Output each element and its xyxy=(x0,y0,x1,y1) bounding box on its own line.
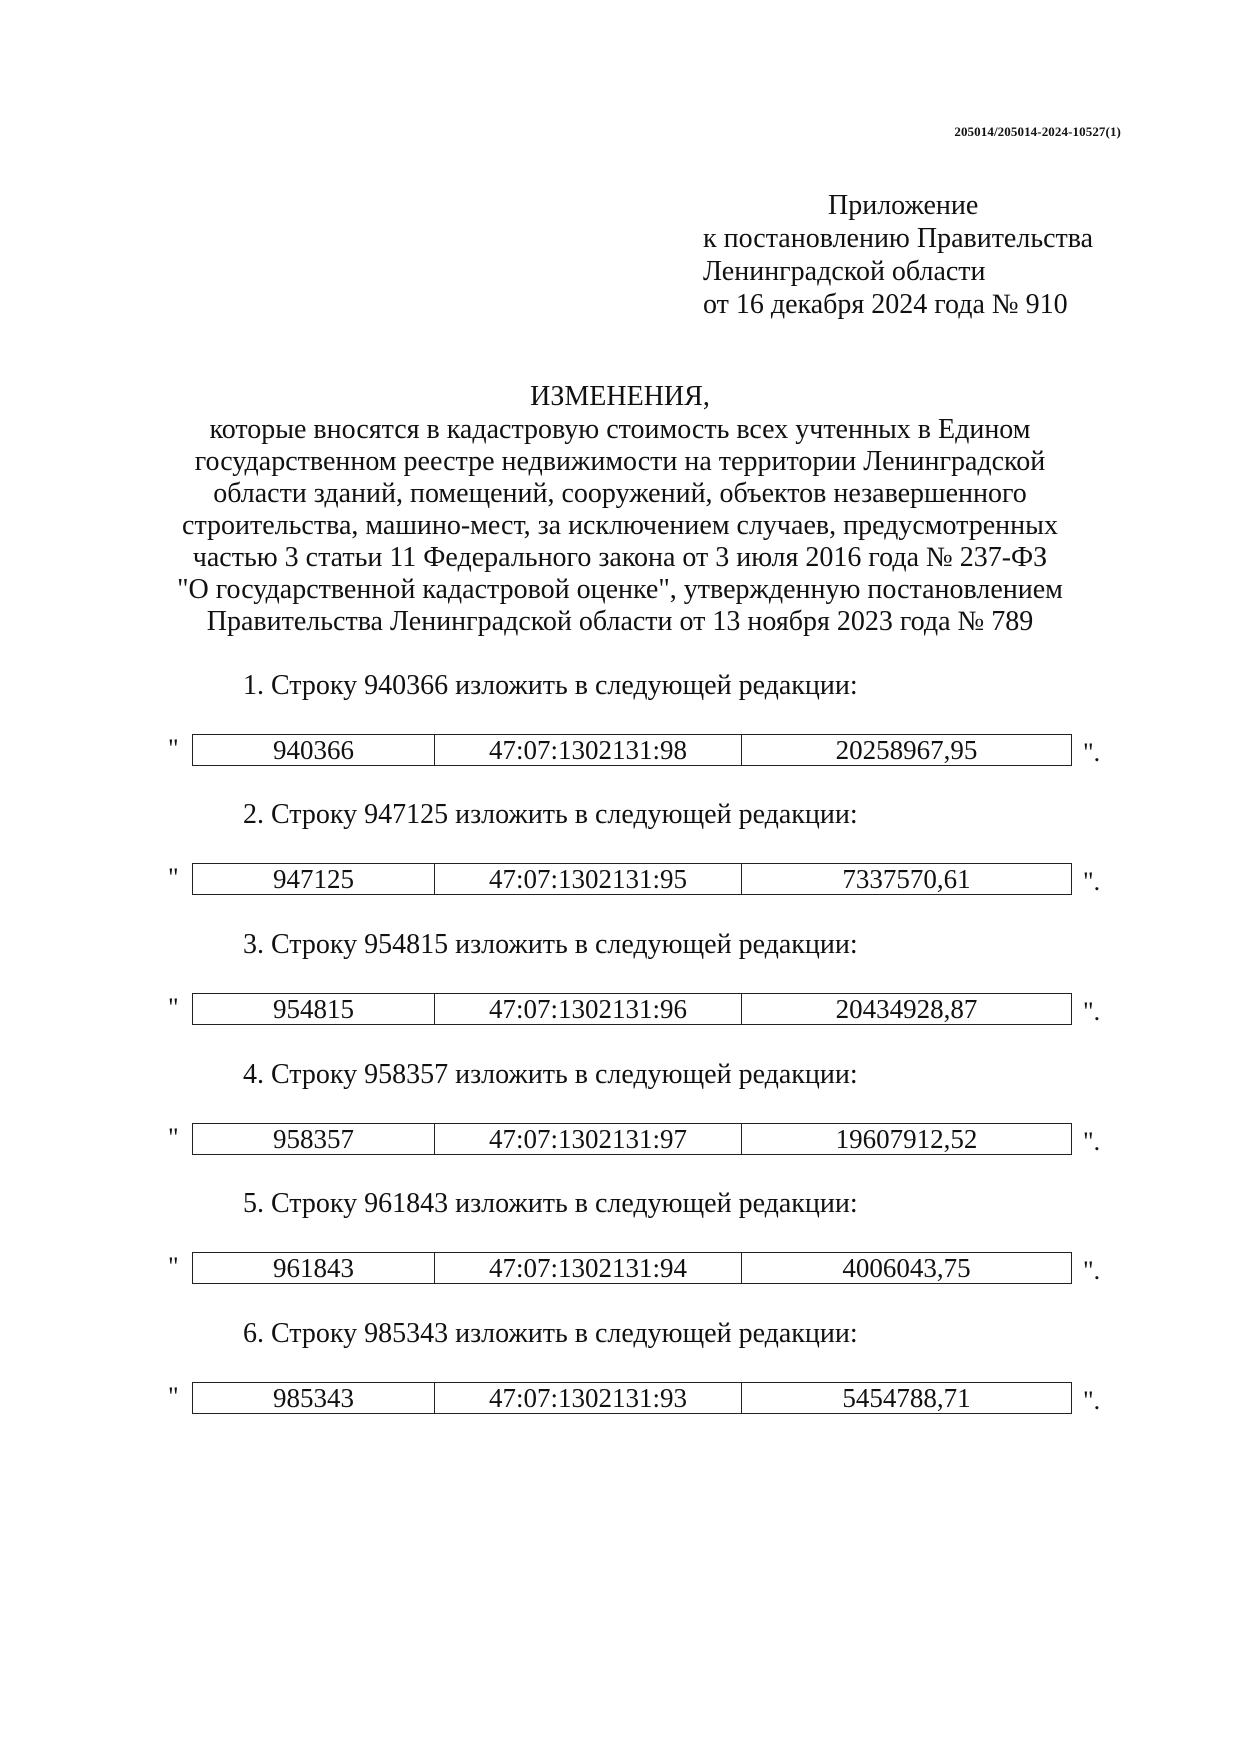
table-row xyxy=(193,1253,1072,1284)
title-line: строительства, машино-мест, за исключением случаев, предусмотренных xyxy=(182,510,1058,541)
cadastral-value-cell: 4006043,75 xyxy=(742,1253,1072,1284)
cadastral-number-cell: 47:07:1302131:96 xyxy=(435,994,742,1025)
opening-quote: " xyxy=(168,863,179,892)
opening-quote: " xyxy=(168,734,179,763)
row-number-cell: 985343 xyxy=(193,1383,435,1414)
table-row xyxy=(193,864,1072,895)
title-line: государственном реестре недвижимости на территории Ленинградской xyxy=(194,446,1046,477)
closing-quote: ". xyxy=(1083,738,1101,767)
cadastral-value-cell: 7337570,61 xyxy=(742,864,1072,895)
cadastral-value-cell: 19607912,52 xyxy=(742,1124,1072,1155)
row-number-cell: 961843 xyxy=(193,1253,435,1284)
table-row xyxy=(193,1124,1072,1155)
amendment-instruction: 6. Строку 985343 изложить в следующей редакции: xyxy=(243,1318,858,1349)
document-id: 205014/205014-2024-10527(1) xyxy=(954,124,1121,139)
closing-quote: ". xyxy=(1083,1256,1101,1285)
appendix-line: Приложение xyxy=(828,190,979,221)
amendment-row-table xyxy=(192,993,1072,1025)
opening-quote: " xyxy=(168,1252,179,1281)
table-row xyxy=(193,1383,1072,1414)
cadastral-number-cell: 47:07:1302131:95 xyxy=(435,864,742,895)
title-line: Правительства Ленинградской области от 13 ноября 2023 года № 789 xyxy=(206,606,1034,637)
cadastral-number-cell: 47:07:1302131:93 xyxy=(435,1383,742,1414)
table-row xyxy=(193,735,1072,766)
amendment-instruction: 1. Строку 940366 изложить в следующей редакции: xyxy=(243,670,858,701)
amendment-instruction: 2. Строку 947125 изложить в следующей редакции: xyxy=(243,799,858,830)
title-heading: ИЗМЕНЕНИЯ, xyxy=(530,381,710,412)
amendment-instruction: 3. Строку 954815 изложить в следующей редакции: xyxy=(243,929,858,960)
opening-quote: " xyxy=(168,993,179,1022)
title-line: "О государственной кадастровой оценке", утвержденную постановлением xyxy=(177,574,1063,605)
row-number-cell: 940366 xyxy=(193,735,435,766)
closing-quote: ". xyxy=(1083,867,1101,896)
row-number-cell: 947125 xyxy=(193,864,435,895)
cadastral-value-cell: 20258967,95 xyxy=(742,735,1072,766)
amendment-row-table xyxy=(192,1252,1072,1284)
document-title xyxy=(120,381,1120,638)
appendix-reference xyxy=(703,189,1093,321)
opening-quote: " xyxy=(168,1382,179,1411)
appendix-line: от 16 декабря 2024 года № 910 xyxy=(703,289,1068,320)
appendix-line: Ленинградской области xyxy=(703,256,986,287)
cadastral-number-cell: 47:07:1302131:94 xyxy=(435,1253,742,1284)
closing-quote: ". xyxy=(1083,1386,1101,1415)
amendment-row-table xyxy=(192,863,1072,895)
amendment-row-table xyxy=(192,734,1072,766)
row-number-cell: 954815 xyxy=(193,994,435,1025)
cadastral-value-cell: 20434928,87 xyxy=(742,994,1072,1025)
row-number-cell: 958357 xyxy=(193,1124,435,1155)
table-row xyxy=(193,994,1072,1025)
appendix-line: к постановлению Правительства xyxy=(703,223,1094,254)
cadastral-number-cell: 47:07:1302131:98 xyxy=(435,735,742,766)
opening-quote: " xyxy=(168,1123,179,1152)
title-line: области зданий, помещений, сооружений, объектов незавершенного xyxy=(213,478,1027,509)
amendment-instruction: 4. Строку 958357 изложить в следующей редакции: xyxy=(243,1059,858,1090)
closing-quote: ". xyxy=(1083,1127,1101,1156)
title-line: частью 3 статьи 11 Федерального закона от 3 июля 2016 года № 237-ФЗ xyxy=(192,542,1048,573)
amendment-instruction: 5. Строку 961843 изложить в следующей редакции: xyxy=(243,1188,858,1219)
amendment-row-table xyxy=(192,1382,1072,1414)
cadastral-number-cell: 47:07:1302131:97 xyxy=(435,1124,742,1155)
cadastral-value-cell: 5454788,71 xyxy=(742,1383,1072,1414)
amendment-row-table xyxy=(192,1123,1072,1155)
title-line: которые вносятся в кадастровую стоимость всех учтенных в Едином xyxy=(209,414,1031,445)
closing-quote: ". xyxy=(1083,997,1101,1026)
